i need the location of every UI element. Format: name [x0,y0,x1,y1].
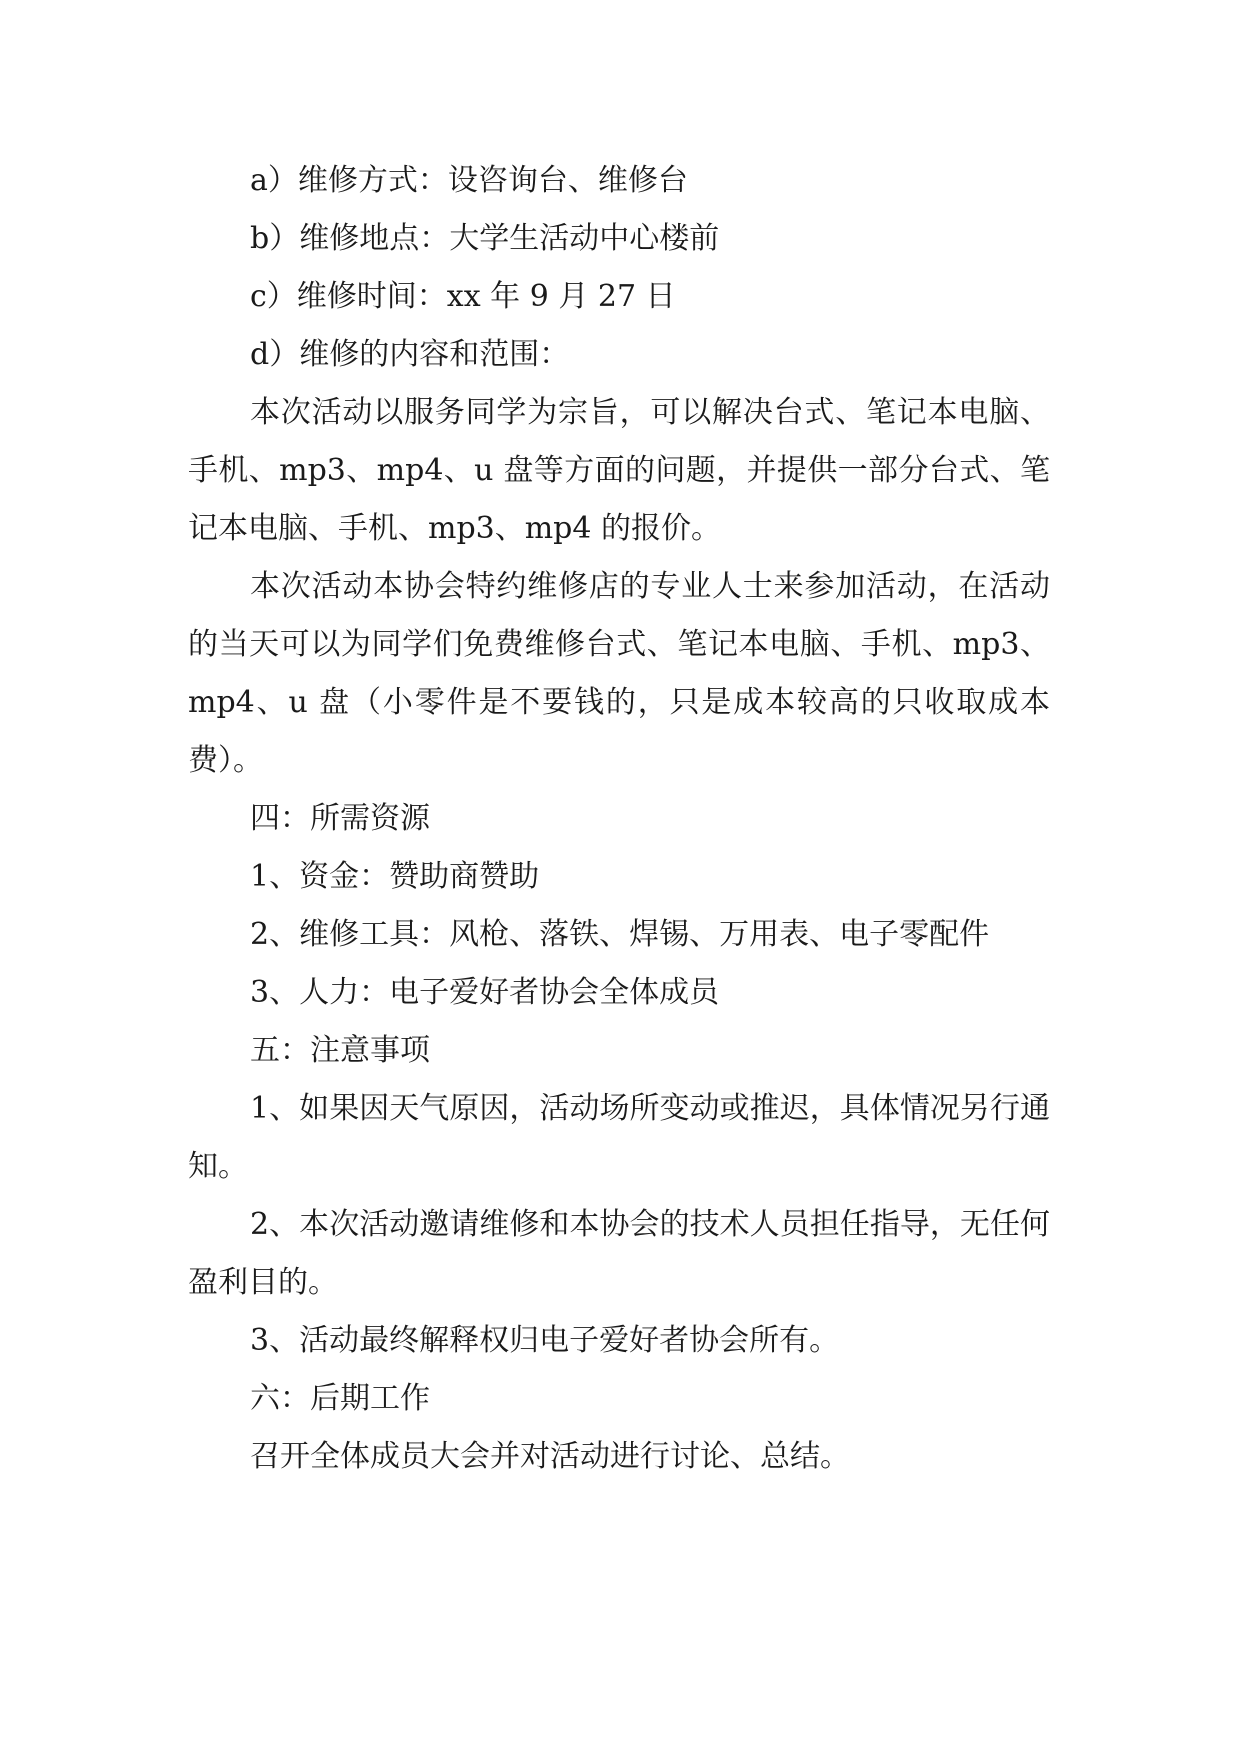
list-item-weather: 1、如果因天气原因，活动场所变动或推迟，具体情况另行通知。 [188,1091,1050,1184]
list-item-guidance: 2、本次活动邀请维修和本协会的技术人员担任指导，无任何盈利目的。 [188,1207,1050,1300]
paragraph-activity-specialists: 本次活动本协会特约维修店的专业人士来参加活动，在活动的当天可以为同学们免费维修台式、笔记本电脑、手机、mp3、mp4、u 盘（小零件是不要钱的，只是成本较高的只收取成本费）。 [188,569,1050,778]
paragraph-activity-purpose: 本次活动以服务同学为宗旨，可以解决台式、笔记本电脑、手机、mp3、mp4、u 盘等方面的问题，并提供一部分台式、笔记本电脑、手机、mp3、mp4 的报价。 [188,395,1050,546]
paragraph-repair-method: a）维修方式：设咨询台、维修台 [250,163,688,198]
paragraph-repair-location: b）维修地点：大学生活动中心楼前 [250,221,720,256]
section-heading-followup: 六：后期工作 [250,1381,430,1416]
paragraph-repair-time: c）维修时间：xx 年 9 月 27 日 [250,279,676,314]
section-heading-resources: 四：所需资源 [250,801,430,836]
list-item-funds: 1、资金：赞助商赞助 [250,859,540,894]
paragraph-repair-scope: d）维修的内容和范围： [250,337,570,372]
list-item-manpower: 3、人力：电子爱好者协会全体成员 [250,975,720,1010]
list-item-interpretation: 3、活动最终解释权归电子爱好者协会所有。 [250,1323,840,1358]
section-heading-notes: 五：注意事项 [250,1033,430,1068]
paragraph-followup-meeting: 召开全体成员大会并对活动进行讨论、总结。 [250,1439,850,1474]
document-body [188,152,1050,1486]
list-item-tools: 2、维修工具：风枪、落铁、焊锡、万用表、电子零配件 [250,917,990,952]
